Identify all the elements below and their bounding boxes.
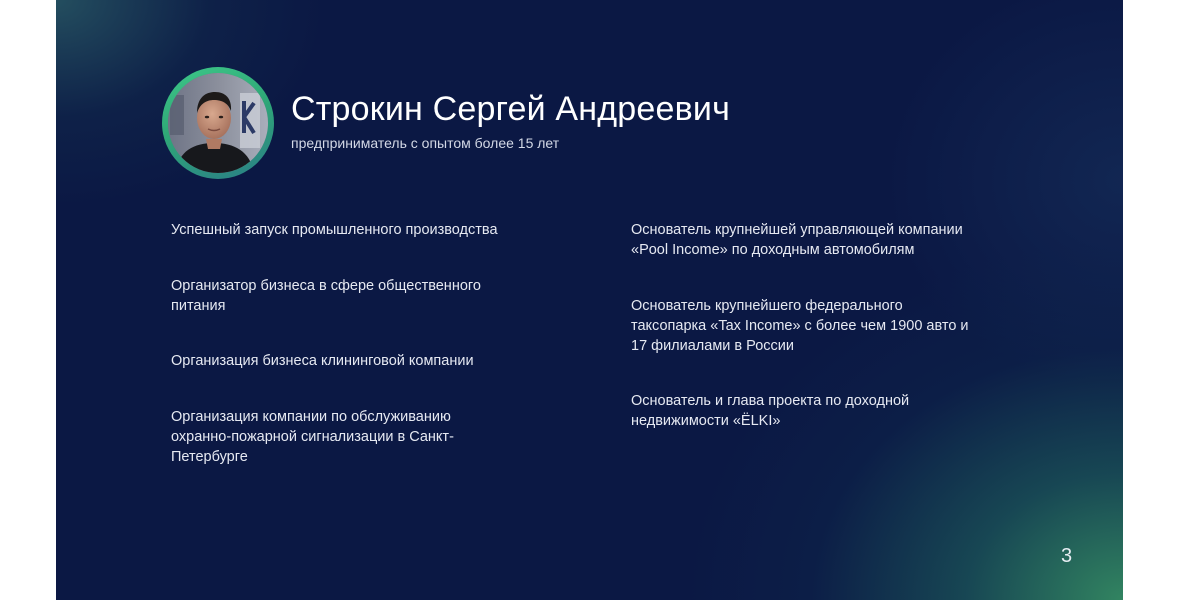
person-subtitle: предприниматель с опытом более 15 лет — [291, 135, 560, 151]
portrait-photo — [168, 73, 268, 173]
achievement-left-3: Организация бизнеса клининговой компании — [171, 353, 474, 369]
person-name: Строкин Сергей Андреевич — [291, 90, 730, 128]
achievement-left-1: Успешный запуск промышленного производства — [171, 222, 498, 238]
achievement-right-1: Основатель крупнейшей управляющей компании «Pool Income» по доходным автомобилям — [631, 222, 963, 258]
achievement-right-2: Основатель крупнейшего федерального таксопарка «Tax Income» с более чем 1900 авто и 17 филиалами в России — [631, 298, 969, 354]
avatar-ring — [162, 67, 274, 179]
slide — [56, 0, 1123, 600]
achievement-left-4: Организация компании по обслуживанию охранно-пожарной сигнализации в Санкт-Петербурге — [171, 409, 454, 465]
page-number: 3 — [1061, 545, 1073, 567]
achievement-right-3: Основатель и глава проекта по доходной недвижимости «ЁLKI» — [631, 393, 910, 429]
achievement-left-2: Организатор бизнеса в сфере общественного питания — [171, 278, 481, 314]
avatar — [168, 73, 268, 173]
